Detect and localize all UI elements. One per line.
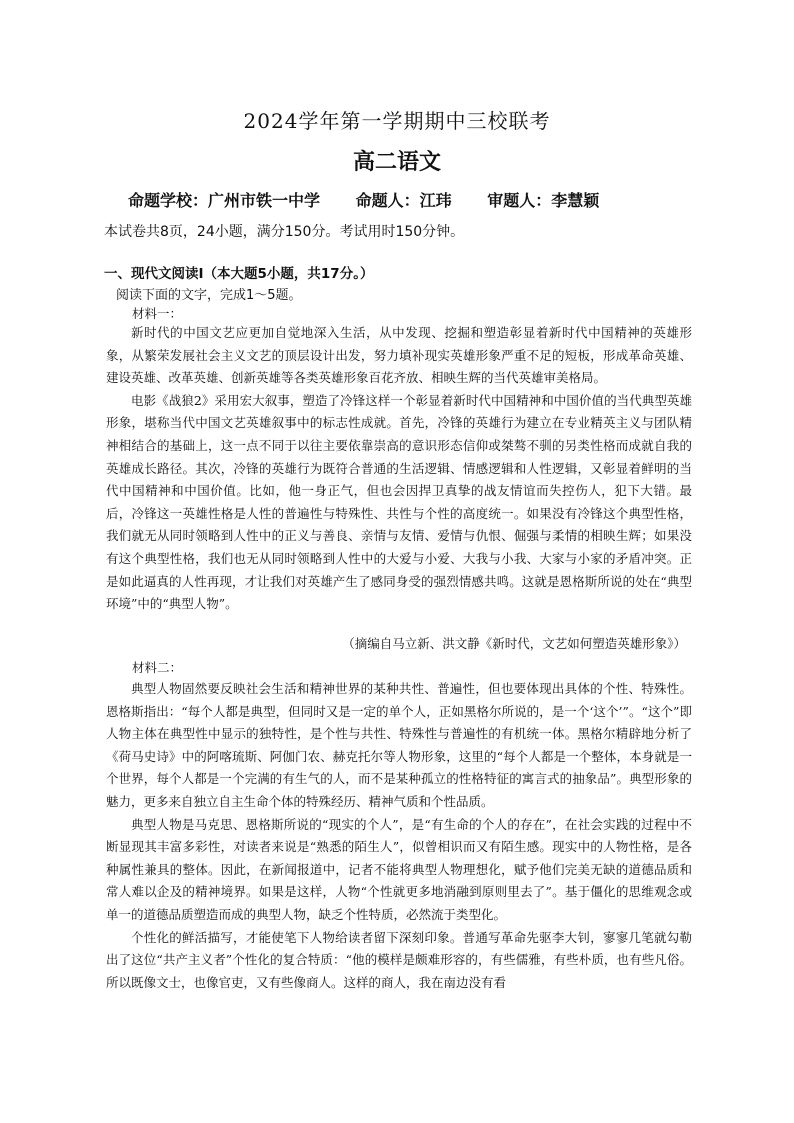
material-2-paragraph-3: 个性化的鲜活描写，才能使笔下人物给读者留下深刻印象。普通写革命先驱李大钊，寥寥几笔就勾勒出了这位“共产主义者”个性化的复合特质：“他的模样是颇难形容的，有些儒雅，有些朴质，也有些凡俗。所以既像文士，也像官吏，又有些像商人。这样的商人，我在南边没有看 bbox=[106, 929, 692, 990]
section-heading bbox=[104, 262, 373, 282]
material-2-paragraph-2: 典型人物是马克思、恩格斯所说的“现实的个人”，是“有生命的个人的存在”，在社会实践的过程中不断显现其丰富多彩性，对读者来说是“熟悉的陌生人”，似曾相识而又有陌生感。现实中的人物性格，是各种属性兼具的整体。因此，在新闻报道中，记者不能将典型人物理想化，赋予他们完美无缺的道德品质和常人难以企及的精神境界。如果是这样，人物“个性就更多地消融到原则里去了”。基于僵化的思维观念或单一的道德品质塑造而成的典型人物，缺乏个性特质，必然流于类型化。 bbox=[106, 816, 692, 922]
material-2-label: 材料二： bbox=[132, 660, 183, 675]
material-1-body bbox=[106, 322, 692, 616]
exam-authors bbox=[128, 188, 788, 211]
section-instruction: 阅读下面的文字，完成1～5题。 bbox=[116, 288, 302, 303]
setting-school: 命题学校：广州市铁一中学 bbox=[128, 191, 321, 210]
exam-intro: 本试卷共8页，24小题，满分150分。考试用时150分钟。 bbox=[104, 224, 465, 240]
section-heading-text: 一、现代文阅读Ⅰ（本大题5小题，共17分。） bbox=[104, 266, 374, 282]
material-1-paragraph-1: 新时代的中国文艺应更加自觉地深入生活，从中发现、挖掘和塑造彰显着新时代中国精神的英雄形象，从繁荣发展社会主义文艺的顶层设计出发，努力填补现实英雄形象严重不足的短板，形成革命英雄、建设英雄、改革英雄、创新英雄等各类英雄形象百花齐放、相映生辉的当代英雄审美格局。 bbox=[106, 325, 692, 386]
exam-subject: 高二语文 bbox=[352, 150, 441, 175]
question-reviewer: 审题人：李慧颖 bbox=[487, 191, 600, 210]
material-1-label: 材料一： bbox=[132, 306, 183, 321]
material-2-paragraph-1: 典型人物固然要反映社会生活和精神世界的某种共性、普遍性，但也要体现出具体的个性、特殊性。恩格斯指出：“每个人都是典型，但同时又是一定的单个人，正如黑格尔所说的，是一个‘这个’”。“这个”即人物主体在典型性中显示的独特性，是个性与共性、特殊性与普遍性的有机统一体。黑格尔精辟地分析了《荷马史诗》中的阿喀琉斯、阿伽门农、赫克托尔等人物形象，这里的“每个人都是一个整体，本身就是一个世界，每个人都是一个完满的有生气的人，而不是某种孤立的性格特征的寓言式的抽象品”。典型形象的魅力，更多来自独立自主生命个体的特殊经历、精神气质和个性品质。 bbox=[106, 681, 692, 809]
exam-title: 2024学年第一学期期中三校联考 bbox=[243, 109, 551, 133]
material-1-source: （摘编自马立新、洪文静《新时代，文艺如何塑造英雄形象》） bbox=[342, 636, 686, 651]
material-1-paragraph-2: 电影《战狼2》采用宏大叙事，塑造了冷锋这样一个彰显着新时代中国精神和中国价值的当代典型英雄形象，堪称当代中国文艺英雄叙事中的标志性成就。首先，冷锋的英雄行为建立在专业精英主义与团队精神相结合的基础上，这一点不同于以往主要依靠崇高的意识形态信仰或桀骜不驯的另类性格而成就自我的英雄成长路径。其次，冷锋的英雄行为既符合普通的生活逻辑、情感逻辑和人性逻辑，又彰显着鲜明的当代中国精神和中国价值。比如，他一身正气，但也会因捍卫真挚的战友情谊而失控伤人，犯下大错。最后，冷锋这一英雄性格是人性的普遍性与特殊性、共性与个性的高度统一。如果没有冷锋这个典型性格，我们就无从同时领略到人性中的正义与善良、亲情与友情、爱情与仇恨、倔强与柔情的相映生辉；如果没有这个典型性格，我们也无从同时领略到人性中的大爱与小爱、大我与小我、大家与小家的矛盾冲突。正是如此逼真的人性再现，才让我们对英雄产生了感同身受的强烈情感共鸣。这就是恩格斯所说的处在“典型环境”中的“典型人物”。 bbox=[106, 392, 692, 612]
question-setter: 命题人：江玮 bbox=[355, 191, 452, 210]
material-2-body bbox=[106, 678, 692, 994]
